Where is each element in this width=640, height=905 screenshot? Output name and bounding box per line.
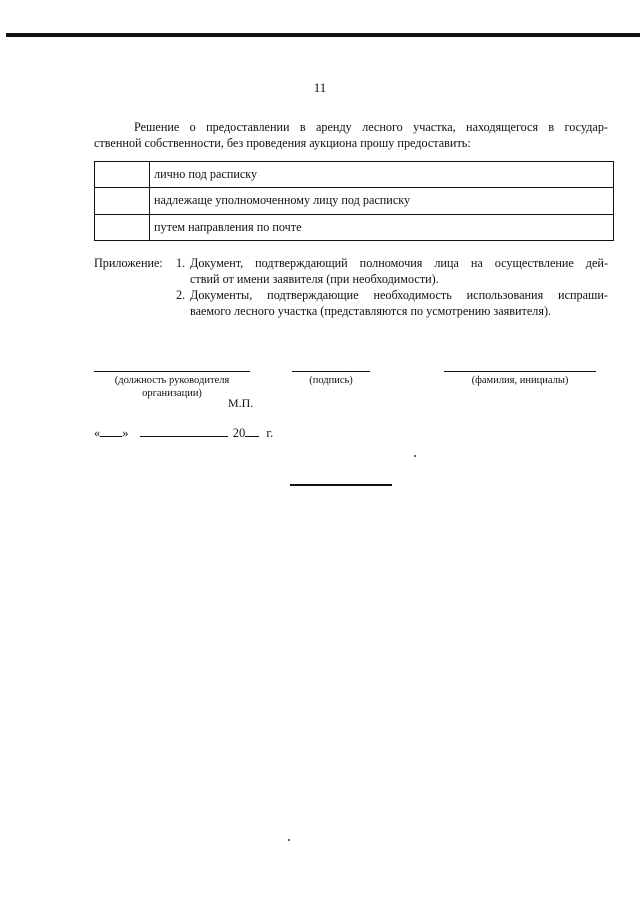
- delivery-option-row: [95, 214, 614, 240]
- seal-placeholder: М.П.: [228, 396, 254, 410]
- option-label: надлежаще уполномоченному лицу под расписку: [150, 188, 614, 214]
- appendix-section: [94, 255, 608, 319]
- year-blank[interactable]: [245, 424, 259, 437]
- appendix-item-line-2: ствий от имени заявителя (при необходимости).: [190, 272, 439, 286]
- option-checkbox-authorized-person[interactable]: [95, 188, 150, 214]
- end-of-section-rule: [290, 484, 392, 486]
- appendix-item-line-2: ваемого лесного участка (представляются по усмотрению заявителя).: [190, 304, 552, 318]
- scan-speck: [288, 839, 290, 841]
- position-caption: [94, 374, 250, 400]
- request-paragraph: [94, 119, 608, 151]
- option-label: путем направления по почте: [150, 214, 614, 240]
- appendix-item-number: 2.: [176, 288, 186, 302]
- delivery-option-row: [95, 162, 614, 188]
- date-close-quote: »: [122, 426, 129, 440]
- name-signature-line[interactable]: [444, 371, 596, 372]
- position-signature-line[interactable]: [94, 371, 250, 372]
- top-border-rule: [6, 33, 640, 37]
- signature-line[interactable]: [292, 371, 370, 372]
- position-caption-line-1: (должность руководителя: [114, 375, 230, 386]
- appendix-item-line-1: Документы, подтверждающие необходимость использования испраши-: [190, 288, 608, 302]
- appendix-item-number: 1.: [176, 256, 186, 270]
- appendix-item: [176, 255, 608, 287]
- request-paragraph-line-1: Решение о предоставлении в аренду лесного участка, находящегося в государ-: [134, 120, 608, 134]
- day-blank[interactable]: [100, 424, 122, 437]
- appendix-label: Приложение:: [94, 256, 163, 270]
- month-blank[interactable]: [140, 424, 228, 437]
- appendix-item: [176, 287, 608, 319]
- signature-caption: (подпись): [309, 375, 353, 386]
- year-prefix: 20: [232, 426, 246, 440]
- appendix-item-line-1: Документ, подтверждающий полномочия лица на осуществление дей-: [190, 256, 608, 270]
- scan-speck: [414, 455, 416, 457]
- delivery-options-table: [94, 161, 614, 241]
- date-open-quote: «: [94, 426, 101, 440]
- option-checkbox-in-person[interactable]: [95, 162, 150, 188]
- option-label: лично под расписку: [150, 162, 614, 188]
- page-number: 11: [313, 80, 327, 95]
- name-caption: (фамилия, инициалы): [471, 375, 569, 386]
- delivery-option-row: [95, 188, 614, 214]
- date-line: [94, 424, 273, 441]
- option-checkbox-by-mail[interactable]: [95, 214, 150, 240]
- position-caption-line-2: организации): [142, 388, 202, 399]
- year-suffix: г.: [266, 426, 274, 440]
- request-paragraph-line-2: ственной собственности, без проведения аукциона прошу предоставить:: [94, 136, 471, 150]
